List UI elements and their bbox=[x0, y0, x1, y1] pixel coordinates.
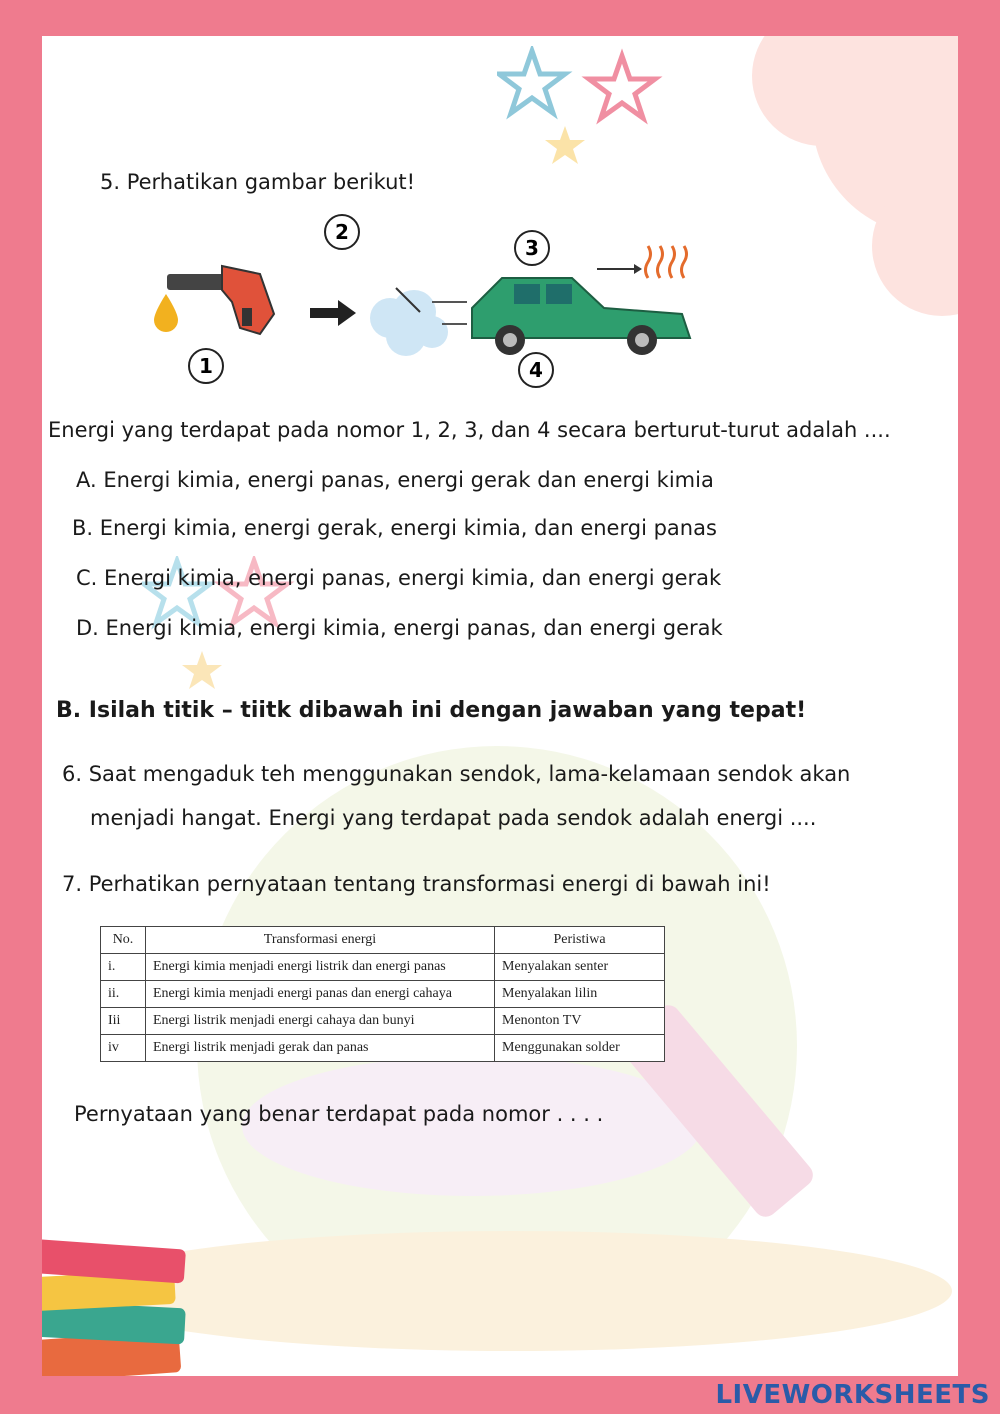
car-icon bbox=[432, 278, 690, 355]
table-cell: Energi kimia menjadi energi panas dan energi cahaya bbox=[146, 981, 495, 1008]
table-row bbox=[101, 981, 665, 1008]
figure-number-1 bbox=[186, 346, 226, 386]
table-header-row bbox=[101, 927, 665, 954]
fuel-nozzle-icon bbox=[167, 266, 274, 334]
liveworksheets-logo[interactable]: LIVEWORKSHEETS bbox=[715, 1380, 990, 1410]
figure-label-2: 2 bbox=[335, 220, 349, 244]
figure-label-4: 4 bbox=[529, 358, 543, 382]
option-c[interactable]: C. Energi kimia, energi panas, energi kimia, dan energi gerak bbox=[76, 566, 722, 590]
table-header-no: No. bbox=[101, 927, 146, 954]
option-d[interactable]: D. Energi kimia, energi kimia, energi panas, dan energi gerak bbox=[76, 616, 723, 640]
books-illustration bbox=[42, 1226, 200, 1376]
figure-label-3: 3 bbox=[525, 236, 539, 260]
table-cell: Energi listrik menjadi energi cahaya dan bunyi bbox=[146, 1008, 495, 1035]
right-arrow-icon bbox=[310, 300, 356, 326]
energy-figure bbox=[142, 216, 702, 396]
option-a[interactable]: A. Energi kimia, energi panas, energi gerak dan energi kimia bbox=[76, 468, 714, 492]
table-cell: ii. bbox=[101, 981, 146, 1008]
figure-number-4 bbox=[516, 350, 556, 390]
question7-stem: Pernyataan yang benar terdapat pada nomor . . . . bbox=[74, 1102, 604, 1126]
table-cell: i. bbox=[101, 954, 146, 981]
section-b-heading: B. Isilah titik – tiitk dibawah ini dengan jawaban yang tepat! bbox=[56, 698, 807, 723]
question6-line1: 6. Saat mengaduk teh menggunakan sendok, lama-kelamaan sendok akan bbox=[62, 762, 851, 786]
question5-heading: 5. Perhatikan gambar berikut! bbox=[100, 170, 416, 194]
fuel-drop-icon bbox=[154, 294, 178, 332]
question6-line2: menjadi hangat. Energi yang terdapat pada sendok adalah energi .... bbox=[90, 806, 817, 830]
table-row bbox=[101, 954, 665, 981]
figure-label-1: 1 bbox=[199, 354, 213, 378]
star-icon bbox=[497, 46, 677, 176]
table-row bbox=[101, 1035, 665, 1062]
transformation-table bbox=[100, 926, 665, 1062]
question5-stem: Energi yang terdapat pada nomor 1, 2, 3, dan 4 secara berturut-turut adalah .... bbox=[48, 418, 891, 442]
table-cell: Energi kimia menjadi energi listrik dan energi panas bbox=[146, 954, 495, 981]
worksheet-page bbox=[42, 36, 958, 1376]
figure-number-3 bbox=[512, 228, 552, 268]
table-header-peristiwa: Peristiwa bbox=[495, 927, 665, 954]
table-cell: Menggunakan solder bbox=[495, 1035, 665, 1062]
table-header-transformasi: Transformasi energi bbox=[146, 927, 495, 954]
figure-number-2 bbox=[322, 212, 362, 252]
table-cell: Menyalakan senter bbox=[495, 954, 665, 981]
question7-heading: 7. Perhatikan pernyataan tentang transformasi energi di bawah ini! bbox=[62, 872, 771, 896]
table-cell: Menonton TV bbox=[495, 1008, 665, 1035]
heat-waves-icon bbox=[646, 246, 687, 278]
table-cell: Iii bbox=[101, 1008, 146, 1035]
table-cell: Menyalakan lilin bbox=[495, 981, 665, 1008]
table-row bbox=[101, 1008, 665, 1035]
option-b[interactable]: B. Energi kimia, energi gerak, energi kimia, dan energi panas bbox=[72, 516, 717, 540]
table-cell: iv bbox=[101, 1035, 146, 1062]
table-cell: Energi listrik menjadi gerak dan panas bbox=[146, 1035, 495, 1062]
